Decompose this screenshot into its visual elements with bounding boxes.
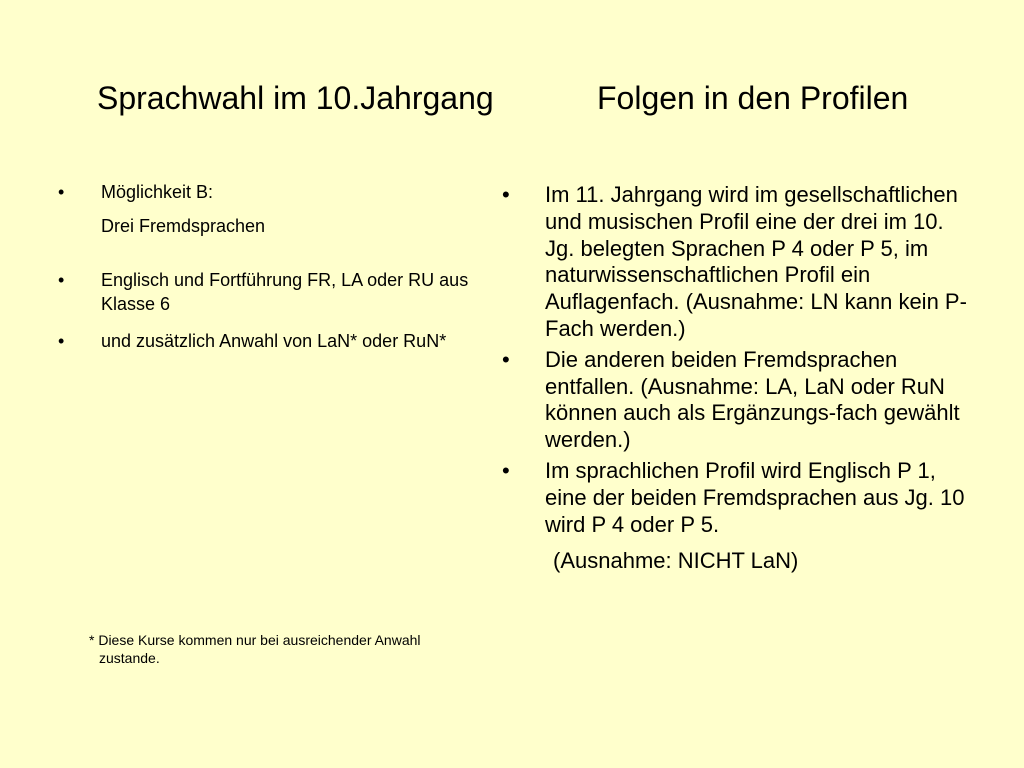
footnote-line-2: zustande. xyxy=(99,650,160,666)
title-left: Sprachwahl im 10.Jahrgang xyxy=(97,80,494,116)
bullet-dot: • xyxy=(58,270,65,290)
bullet-dot: • xyxy=(502,457,510,483)
slide-title xyxy=(0,78,1024,122)
bullet-dot: • xyxy=(58,331,65,351)
left-bullet-1-continuation: Drei Fremdsprachen xyxy=(101,216,266,236)
right-bullet-2 xyxy=(502,347,972,454)
left-bullet-1 xyxy=(58,180,498,204)
footnote xyxy=(89,631,519,667)
right-bullet-1 xyxy=(502,182,972,343)
left-column xyxy=(58,180,498,353)
title-right: Folgen in den Profilen xyxy=(597,80,909,116)
left-bullet-2 xyxy=(58,268,498,316)
bullet-text: Englisch und Fortführung FR, LA oder RU aus Klasse 6 xyxy=(101,270,469,314)
bullet-dot: • xyxy=(58,182,65,202)
footnote-line-1: * Diese Kurse kommen nur bei ausreichender Anwahl xyxy=(89,632,421,648)
bullet-text: Die anderen beiden Fremdsprachen entfallen. (Ausnahme: LA, LaN oder RuN können auch als Ergänzungs-fach gewählt werden.) xyxy=(545,346,960,453)
right-note: (Ausnahme: NICHT LaN) xyxy=(553,548,799,574)
bullet-dot: • xyxy=(502,346,510,372)
right-bullet-3 xyxy=(502,458,972,538)
right-column xyxy=(502,182,972,575)
bullet-dot: • xyxy=(502,182,510,207)
bullet-text: Im sprachlichen Profil wird Englisch P 1, eine der beiden Fremdsprachen aus Jg. 10 wird P 4 oder P 5. xyxy=(545,457,965,537)
bullet-text: Im 11. Jahrgang wird im gesellschaftlichen und musischen Profil eine der drei im 10. Jg. belegten Sprachen P 4 oder P 5, im naturwissenschaftlichen Profil ein Auflagenfach. (Ausnahme: LN kann kein P-Fach werden.) xyxy=(545,182,967,341)
bullet-text: und zusätzlich Anwahl von LaN* oder RuN* xyxy=(101,331,447,351)
bullet-text: Möglichkeit B: xyxy=(101,182,214,202)
left-bullet-3 xyxy=(58,329,498,353)
